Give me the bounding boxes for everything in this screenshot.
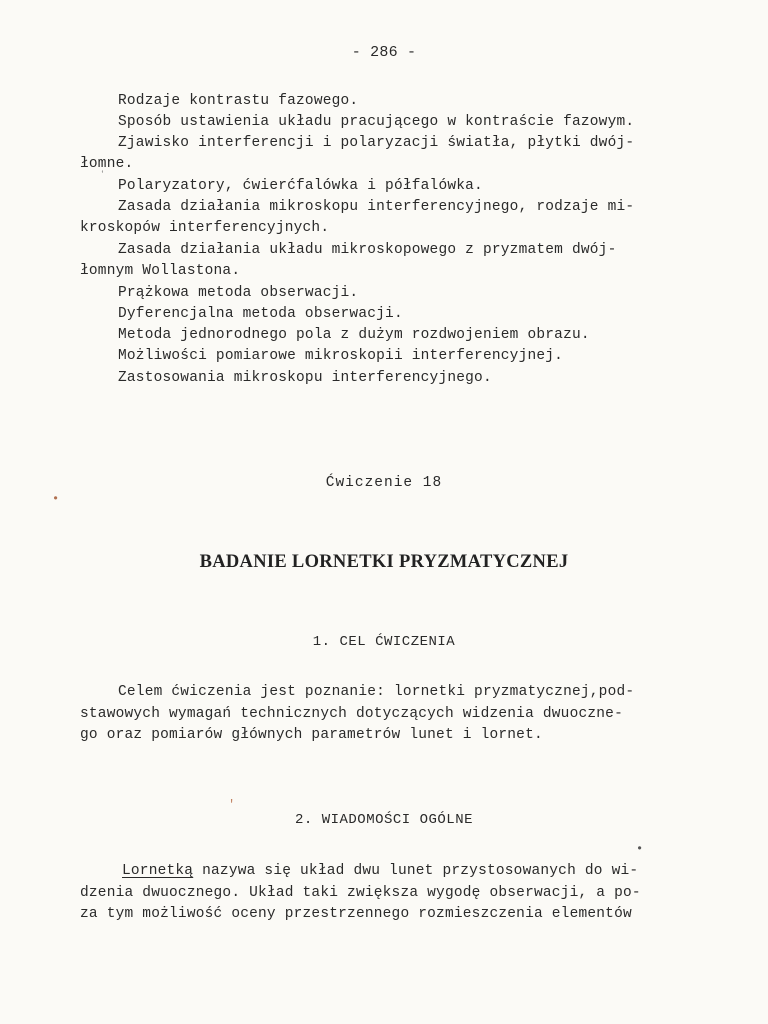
topic-line: Zasada działania mikroskopu interferencyjnego, rodzaje mi- xyxy=(118,199,635,215)
paragraph-line: go oraz pomiarów głównych parametrów lunet i lornet. xyxy=(80,727,543,743)
topic-line: Sposób ustawienia układu pracującego w kontraście fazowym. xyxy=(118,114,635,130)
defined-term: Lornetką xyxy=(122,863,194,879)
topic-line: Możliwości pomiarowe mikroskopii interferencyjnej. xyxy=(118,348,564,364)
section-heading: 1. CEL ĆWICZENIA xyxy=(312,634,456,650)
paragraph-line: za tym możliwość oceny przestrzennego rozmieszczenia elementów xyxy=(80,906,632,922)
stray-mark: ʿ xyxy=(99,169,107,183)
topic-line: Polaryzatory, ćwierćfalówka i półfalówka. xyxy=(118,178,483,194)
topic-line: Prążkowa metoda obserwacji. xyxy=(118,285,359,301)
topic-line: Dyferencjalna metoda obserwacji. xyxy=(118,306,403,322)
topic-line: łomnym Wollastona. xyxy=(80,263,241,279)
topic-line: Metoda jednorodnego pola z dużym rozdwojeniem obrazu. xyxy=(118,327,590,343)
main-title: BADANIE LORNETKI PRYZMATYCZNEJ xyxy=(199,552,569,572)
paragraph-line xyxy=(122,862,638,880)
scan-speck: • xyxy=(636,842,644,856)
topic-line: łomne. xyxy=(80,156,134,172)
page-number: - 286 - xyxy=(351,44,417,61)
section-heading: 2. WIADOMOŚCI OGÓLNE xyxy=(294,812,474,828)
topic-line: Zjawisko interferencji i polaryzacji światła, płytki dwój- xyxy=(118,135,635,151)
paragraph-line: dzenia dwuocznego. Układ taki zwiększa wygodę obserwacji, a po- xyxy=(80,885,641,901)
paragraph-line: stawowych wymagań technicznych dotyczących widzenia dwuoczne- xyxy=(80,706,623,722)
scan-speck: • xyxy=(52,492,60,506)
exercise-label: Ćwiczenie 18 xyxy=(325,475,443,491)
topic-line: Zasada działania układu mikroskopowego z pryzmatem dwój- xyxy=(118,242,617,258)
topic-line: kroskopów interferencyjnych. xyxy=(80,220,330,236)
paragraph-text: nazywa się układ dwu lunet przystosowanych do wi- xyxy=(193,863,639,879)
scan-speck: ' xyxy=(228,798,236,812)
paragraph-line: Celem ćwiczenia jest poznanie: lornetki pryzmatycznej,pod- xyxy=(118,684,635,700)
topic-line: Zastosowania mikroskopu interferencyjnego. xyxy=(118,370,492,386)
topic-line: Rodzaje kontrastu fazowego. xyxy=(118,93,359,109)
